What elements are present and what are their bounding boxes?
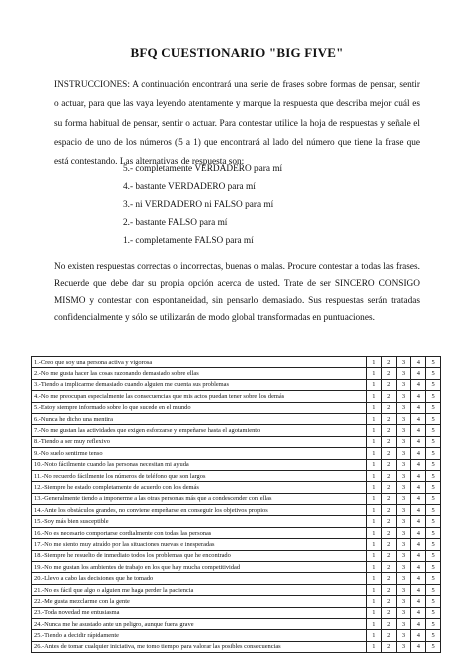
rating-cell[interactable]: 2 bbox=[381, 470, 396, 481]
rating-cell[interactable]: 2 bbox=[381, 368, 396, 379]
rating-cell[interactable]: 1 bbox=[367, 505, 382, 516]
rating-cell[interactable]: 5 bbox=[426, 413, 441, 424]
rating-cell[interactable]: 1 bbox=[367, 391, 382, 402]
table-row bbox=[32, 596, 441, 607]
table-row bbox=[32, 641, 441, 652]
rating-cell[interactable]: 2 bbox=[381, 413, 396, 424]
rating-cell[interactable]: 5 bbox=[426, 368, 441, 379]
rating-cell[interactable]: 3 bbox=[396, 459, 411, 470]
rating-cell[interactable]: 5 bbox=[426, 459, 441, 470]
response-option: 1.- completamente FALSO para mí bbox=[123, 235, 254, 246]
question-text: 25.-Tiendo a decidir rápidamente bbox=[32, 630, 367, 641]
question-text: 21.-No es fácil que algo o alguien me haga perder la paciencia bbox=[32, 584, 367, 595]
rating-cell[interactable]: 3 bbox=[396, 607, 411, 618]
rating-cell[interactable]: 5 bbox=[426, 425, 441, 436]
rating-cell[interactable]: 5 bbox=[426, 493, 441, 504]
rating-cell[interactable]: 4 bbox=[411, 550, 426, 561]
rating-cell[interactable]: 3 bbox=[396, 630, 411, 641]
rating-cell[interactable]: 5 bbox=[426, 562, 441, 573]
rating-cell[interactable]: 4 bbox=[411, 584, 426, 595]
question-text: 19.-No me gustan los ambientes de trabajo en los que hay mucha competitividad bbox=[32, 562, 367, 573]
rating-cell[interactable]: 1 bbox=[367, 413, 382, 424]
rating-cell[interactable]: 2 bbox=[381, 482, 396, 493]
question-text: 12.-Siempre he estado completamente de acuerdo con los demás bbox=[32, 482, 367, 493]
rating-cell[interactable]: 4 bbox=[411, 448, 426, 459]
question-text: 3.-Tiendo a implicarme demasiado cuando alguien me cuenta sus problemas bbox=[32, 379, 367, 390]
table-row bbox=[32, 493, 441, 504]
rating-cell[interactable]: 2 bbox=[381, 379, 396, 390]
question-text: 6.-Nunca he dicho una mentira bbox=[32, 413, 367, 424]
rating-cell[interactable]: 4 bbox=[411, 379, 426, 390]
rating-cell[interactable]: 1 bbox=[367, 550, 382, 561]
question-text: 4.-No me preocupan especialmente las consecuencias que mis actos puedan tener sobre los demás bbox=[32, 391, 367, 402]
rating-cell[interactable]: 1 bbox=[367, 425, 382, 436]
rating-cell[interactable]: 5 bbox=[426, 596, 441, 607]
rating-cell[interactable]: 5 bbox=[426, 607, 441, 618]
rating-cell[interactable]: 4 bbox=[411, 391, 426, 402]
table-row bbox=[32, 562, 441, 573]
rating-cell[interactable]: 4 bbox=[411, 596, 426, 607]
rating-cell[interactable]: 2 bbox=[381, 584, 396, 595]
rating-cell[interactable]: 3 bbox=[396, 436, 411, 447]
rating-cell[interactable]: 4 bbox=[411, 459, 426, 470]
rating-cell[interactable]: 2 bbox=[381, 630, 396, 641]
rating-cell[interactable]: 2 bbox=[381, 425, 396, 436]
rating-cell[interactable]: 1 bbox=[367, 482, 382, 493]
rating-cell[interactable]: 5 bbox=[426, 357, 441, 368]
rating-cell[interactable]: 2 bbox=[381, 550, 396, 561]
rating-cell[interactable]: 5 bbox=[426, 550, 441, 561]
rating-cell[interactable]: 4 bbox=[411, 482, 426, 493]
instructions-paragraph: INSTRUCCIONES: A continuación encontrará una serie de frases sobre formas de pensar, sentir o actuar, para que las vaya leyendo atentamente y marque la respuesta que describa mejor cuál es su forma habitual de pensar, sentir o actuar. Para contestar utilice la hoja de respuestas y señale el espacio de uno de los números (5 a 1) que encontrará al lado del número que tiene la frase que está contestando. Las alternativas de respuesta son: bbox=[54, 80, 420, 168]
rating-cell[interactable]: 1 bbox=[367, 641, 382, 652]
rating-cell[interactable]: 5 bbox=[426, 482, 441, 493]
rating-cell[interactable]: 2 bbox=[381, 641, 396, 652]
question-text: 9.-No suelo sentirme tenso bbox=[32, 448, 367, 459]
rating-cell[interactable]: 3 bbox=[396, 527, 411, 538]
rating-cell[interactable]: 1 bbox=[367, 493, 382, 504]
rating-cell[interactable]: 4 bbox=[411, 470, 426, 481]
rating-cell[interactable]: 4 bbox=[411, 630, 426, 641]
rating-cell[interactable]: 4 bbox=[411, 539, 426, 550]
rating-cell[interactable]: 2 bbox=[381, 391, 396, 402]
question-text: 10.-Noto fácilmente cuando las personas necesitan mi ayuda bbox=[32, 459, 367, 470]
table-row bbox=[32, 516, 441, 527]
question-text: 14.-Ante los obstáculos grandes, no conviene empeñarse en conseguir los objetivos propios bbox=[32, 505, 367, 516]
rating-cell[interactable]: 3 bbox=[396, 470, 411, 481]
rating-cell[interactable]: 4 bbox=[411, 527, 426, 538]
question-text: 13.-Generalmente tiendo a imponerme a las otras personas más que a condescender con ellas bbox=[32, 493, 367, 504]
table-row bbox=[32, 584, 441, 595]
rating-cell[interactable]: 4 bbox=[411, 493, 426, 504]
rating-cell[interactable]: 5 bbox=[426, 379, 441, 390]
question-text: 18.-Siempre he resuelto de inmediato todos los problemas que he encontrado bbox=[32, 550, 367, 561]
rating-cell[interactable]: 3 bbox=[396, 391, 411, 402]
rating-cell[interactable]: 1 bbox=[367, 607, 382, 618]
rating-cell[interactable]: 1 bbox=[367, 368, 382, 379]
rating-cell[interactable]: 2 bbox=[381, 596, 396, 607]
rating-cell[interactable]: 5 bbox=[426, 539, 441, 550]
rating-cell[interactable]: 4 bbox=[411, 413, 426, 424]
rating-cell[interactable]: 4 bbox=[411, 357, 426, 368]
table-row bbox=[32, 607, 441, 618]
table-row bbox=[32, 459, 441, 470]
rating-cell[interactable]: 2 bbox=[381, 516, 396, 527]
rating-cell[interactable]: 5 bbox=[426, 470, 441, 481]
rating-cell[interactable]: 3 bbox=[396, 641, 411, 652]
rating-cell[interactable]: 3 bbox=[396, 516, 411, 527]
rating-cell[interactable]: 1 bbox=[367, 596, 382, 607]
question-text: 5.-Estoy siempre informado sobre lo que sucede en el mundo bbox=[32, 402, 367, 413]
rating-cell[interactable]: 1 bbox=[367, 527, 382, 538]
rating-cell[interactable]: 2 bbox=[381, 505, 396, 516]
rating-cell[interactable]: 3 bbox=[396, 618, 411, 629]
rating-cell[interactable]: 4 bbox=[411, 368, 426, 379]
rating-cell[interactable]: 5 bbox=[426, 391, 441, 402]
question-text: 26.-Antes de tomar cualquier iniciativa, me tomo tiempo para valorar las posibles consecuencias bbox=[32, 641, 367, 652]
rating-cell[interactable]: 3 bbox=[396, 425, 411, 436]
rating-cell[interactable]: 3 bbox=[396, 402, 411, 413]
table-row bbox=[32, 448, 441, 459]
rating-cell[interactable]: 5 bbox=[426, 630, 441, 641]
rating-cell[interactable]: 3 bbox=[396, 539, 411, 550]
rating-cell[interactable]: 5 bbox=[426, 402, 441, 413]
rating-cell[interactable]: 5 bbox=[426, 516, 441, 527]
rating-cell[interactable]: 2 bbox=[381, 573, 396, 584]
rating-cell[interactable]: 2 bbox=[381, 402, 396, 413]
question-text: 1.-Creo que soy una persona activa y vigorosa bbox=[32, 357, 367, 368]
rating-cell[interactable]: 1 bbox=[367, 470, 382, 481]
rating-cell[interactable]: 1 bbox=[367, 539, 382, 550]
rating-cell[interactable]: 2 bbox=[381, 357, 396, 368]
rating-cell[interactable]: 5 bbox=[426, 505, 441, 516]
notes-paragraph: No existen respuestas correctas o incorrectas, buenas o malas. Procure contestar a todas las frases. Recuerde que debe dar su propia opción acerca de usted. Trate de ser SINCERO CONSIGO MISMO y contestar con espontaneidad, sin pensarlo demasiado. Sus respuestas serán tratadas confidencialmente y sólo se utilizarán de modo global transformadas en puntuaciones. bbox=[54, 262, 420, 323]
rating-cell[interactable]: 3 bbox=[396, 448, 411, 459]
table-row bbox=[32, 368, 441, 379]
rating-cell[interactable]: 2 bbox=[381, 562, 396, 573]
question-text: 20.-Llevo a cabo las decisiones que he tomado bbox=[32, 573, 367, 584]
rating-cell[interactable]: 1 bbox=[367, 618, 382, 629]
rating-cell[interactable]: 1 bbox=[367, 516, 382, 527]
rating-cell[interactable]: 4 bbox=[411, 516, 426, 527]
question-text: 23.-Toda novedad me entusiasma bbox=[32, 607, 367, 618]
rating-cell[interactable]: 3 bbox=[396, 357, 411, 368]
response-option: 3.- ni VERDADERO ni FALSO para mí bbox=[123, 199, 274, 210]
rating-cell[interactable]: 4 bbox=[411, 562, 426, 573]
rating-cell[interactable]: 5 bbox=[426, 436, 441, 447]
rating-cell[interactable]: 3 bbox=[396, 493, 411, 504]
rating-cell[interactable]: 4 bbox=[411, 618, 426, 629]
table-row bbox=[32, 436, 441, 447]
rating-cell[interactable]: 1 bbox=[367, 448, 382, 459]
rating-cell[interactable]: 5 bbox=[426, 584, 441, 595]
rating-cell[interactable]: 2 bbox=[381, 448, 396, 459]
table-row bbox=[32, 618, 441, 629]
rating-cell[interactable]: 4 bbox=[411, 641, 426, 652]
rating-cell[interactable]: 3 bbox=[396, 584, 411, 595]
rating-cell[interactable]: 4 bbox=[411, 505, 426, 516]
rating-cell[interactable]: 1 bbox=[367, 357, 382, 368]
rating-cell[interactable]: 2 bbox=[381, 493, 396, 504]
question-text: 24.-Nunca me he asustado ante un peligro, aunque fuera grave bbox=[32, 618, 367, 629]
table-row bbox=[32, 539, 441, 550]
table-row bbox=[32, 550, 441, 561]
rating-cell[interactable]: 1 bbox=[367, 562, 382, 573]
rating-cell[interactable]: 5 bbox=[426, 448, 441, 459]
rating-cell[interactable]: 2 bbox=[381, 459, 396, 470]
rating-cell[interactable]: 4 bbox=[411, 425, 426, 436]
rating-cell[interactable]: 1 bbox=[367, 436, 382, 447]
response-option: 2.- bastante FALSO para mí bbox=[123, 217, 228, 228]
rating-cell[interactable]: 4 bbox=[411, 607, 426, 618]
rating-cell[interactable]: 1 bbox=[367, 379, 382, 390]
question-text: 17.-No me siento muy atraído por las situaciones nuevas e inesperadas bbox=[32, 539, 367, 550]
question-text: 16.-No es necesario comportarse cordialmente con todas las personas bbox=[32, 527, 367, 538]
response-options bbox=[123, 161, 373, 251]
rating-cell[interactable]: 1 bbox=[367, 630, 382, 641]
rating-cell[interactable]: 3 bbox=[396, 573, 411, 584]
table-row bbox=[32, 402, 441, 413]
table-row bbox=[32, 425, 441, 436]
rating-cell[interactable]: 5 bbox=[426, 618, 441, 629]
table-row bbox=[32, 379, 441, 390]
table-row bbox=[32, 630, 441, 641]
rating-cell[interactable]: 4 bbox=[411, 573, 426, 584]
rating-cell[interactable]: 3 bbox=[396, 596, 411, 607]
rating-cell[interactable]: 3 bbox=[396, 505, 411, 516]
rating-cell[interactable]: 3 bbox=[396, 562, 411, 573]
table-row bbox=[32, 357, 441, 368]
rating-cell[interactable]: 3 bbox=[396, 379, 411, 390]
table-row bbox=[32, 505, 441, 516]
rating-cell[interactable]: 1 bbox=[367, 573, 382, 584]
rating-cell[interactable]: 2 bbox=[381, 436, 396, 447]
rating-cell[interactable]: 3 bbox=[396, 550, 411, 561]
table-row bbox=[32, 391, 441, 402]
questionnaire-body bbox=[32, 357, 441, 653]
rating-cell[interactable]: 1 bbox=[367, 402, 382, 413]
questionnaire-table bbox=[31, 356, 441, 653]
response-option: 4.- bastante VERDADERO para mí bbox=[123, 181, 256, 192]
rating-cell[interactable]: 5 bbox=[426, 527, 441, 538]
table-row bbox=[32, 482, 441, 493]
question-text: 11.-No recuerdo fácilmente los números de teléfono que son largos bbox=[32, 470, 367, 481]
question-text: 7.-No me gustan las actividades que exigen esforzarse y empeñarse hasta el agotamiento bbox=[32, 425, 367, 436]
rating-cell[interactable]: 3 bbox=[396, 368, 411, 379]
question-text: 2.-No me gusta hacer las cosas razonando demasiado sobre ellas bbox=[32, 368, 367, 379]
rating-cell[interactable]: 2 bbox=[381, 527, 396, 538]
rating-cell[interactable]: 1 bbox=[367, 459, 382, 470]
rating-cell[interactable]: 4 bbox=[411, 436, 426, 447]
rating-cell[interactable]: 2 bbox=[381, 607, 396, 618]
rating-cell[interactable]: 2 bbox=[381, 539, 396, 550]
table-row bbox=[32, 470, 441, 481]
page-title: BFQ CUESTIONARIO "BIG FIVE" bbox=[130, 45, 344, 60]
table-row bbox=[32, 527, 441, 538]
question-text: 8.-Tiendo a ser muy reflexivo bbox=[32, 436, 367, 447]
rating-cell[interactable]: 3 bbox=[396, 413, 411, 424]
question-text: 15.-Soy más bien susceptible bbox=[32, 516, 367, 527]
question-text: 22.-Me gusta mezclarme con la gente bbox=[32, 596, 367, 607]
table-row bbox=[32, 413, 441, 424]
rating-cell[interactable]: 3 bbox=[396, 482, 411, 493]
rating-cell[interactable]: 4 bbox=[411, 402, 426, 413]
rating-cell[interactable]: 1 bbox=[367, 584, 382, 595]
table-row bbox=[32, 573, 441, 584]
rating-cell[interactable]: 5 bbox=[426, 641, 441, 652]
rating-cell[interactable]: 5 bbox=[426, 573, 441, 584]
response-option: 5.- completamente VERDADERO para mí bbox=[123, 164, 283, 174]
rating-cell[interactable]: 2 bbox=[381, 618, 396, 629]
